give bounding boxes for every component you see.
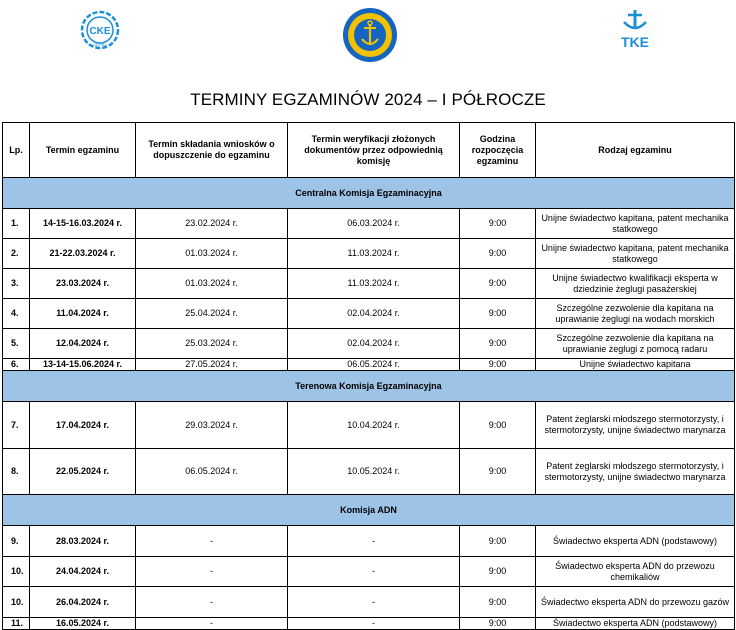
cell-application-deadline: 01.03.2024 r. bbox=[136, 239, 288, 269]
cell-exam-term: 13-14-15.06.2024 r. bbox=[30, 359, 136, 371]
cell-verification-deadline: - bbox=[288, 557, 460, 587]
cell-exam-term: 22.05.2024 r. bbox=[30, 449, 136, 495]
cell-application-deadline: 27.05.2024 r. bbox=[136, 359, 288, 371]
cell-application-deadline: 23.02.2024 r. bbox=[136, 209, 288, 239]
cell-exam-term: 26.04.2024 r. bbox=[30, 587, 136, 618]
cell-application-deadline: - bbox=[136, 526, 288, 557]
section-title: Centralna Komisja Egzaminacyjna bbox=[3, 178, 735, 209]
table-row bbox=[3, 402, 735, 449]
table-header-row bbox=[3, 123, 735, 178]
table-row bbox=[3, 526, 735, 557]
cell-verification-deadline: - bbox=[288, 587, 460, 618]
cell-application-deadline: - bbox=[136, 557, 288, 587]
cell-start-hour: 9:00 bbox=[460, 449, 536, 495]
cell-verification-deadline: 06.05.2024 r. bbox=[288, 359, 460, 371]
table-row bbox=[3, 449, 735, 495]
logo-bar bbox=[0, 0, 736, 70]
table-row bbox=[3, 618, 735, 630]
cell-lp: 10. bbox=[3, 587, 30, 618]
cell-application-deadline: 25.03.2024 r. bbox=[136, 329, 288, 359]
table-row bbox=[3, 269, 735, 299]
cell-exam-type: Unijne świadectwo kapitana, patent mechanika statkowego bbox=[536, 239, 735, 269]
header-exam-type: Rodzaj egzaminu bbox=[536, 123, 735, 178]
cell-lp: 5. bbox=[3, 329, 30, 359]
cell-exam-type: Szczególne zezwolenie dla kapitana na uprawianie żeglugi na wodach morskich bbox=[536, 299, 735, 329]
section-row bbox=[3, 371, 735, 402]
cell-exam-type: Patent żeglarski młodszego stermotorzysty, i stermotorzysty, unijne świadectwo marynarza bbox=[536, 402, 735, 449]
tke-logo bbox=[616, 8, 654, 50]
cell-start-hour: 9:00 bbox=[460, 299, 536, 329]
cell-verification-deadline: 02.04.2024 r. bbox=[288, 299, 460, 329]
cell-exam-type: Świadectwo eksperta ADN (podstawowy) bbox=[536, 618, 735, 630]
cell-lp: 3. bbox=[3, 269, 30, 299]
cell-exam-term: 24.04.2024 r. bbox=[30, 557, 136, 587]
cell-start-hour: 9:00 bbox=[460, 618, 536, 630]
cell-application-deadline: 06.05.2024 r. bbox=[136, 449, 288, 495]
cell-application-deadline: - bbox=[136, 618, 288, 630]
cell-start-hour: 9:00 bbox=[460, 587, 536, 618]
cell-start-hour: 9:00 bbox=[460, 359, 536, 371]
table-row bbox=[3, 359, 735, 371]
maritime-office-emblem bbox=[342, 7, 398, 63]
cell-exam-term: 16.05.2024 r. bbox=[30, 618, 136, 630]
cell-lp: 4. bbox=[3, 299, 30, 329]
header-verification-deadline: Termin weryfikacji złożonych dokumentów przez odpowiednią komisję bbox=[288, 123, 460, 178]
cke-logo bbox=[80, 10, 120, 50]
cell-verification-deadline: 11.03.2024 r. bbox=[288, 269, 460, 299]
cell-start-hour: 9:00 bbox=[460, 526, 536, 557]
cell-lp: 8. bbox=[3, 449, 30, 495]
cell-lp: 9. bbox=[3, 526, 30, 557]
cell-exam-term: 23.03.2024 r. bbox=[30, 269, 136, 299]
header-exam-term: Termin egzaminu bbox=[30, 123, 136, 178]
cell-exam-term: 21-22.03.2024 r. bbox=[30, 239, 136, 269]
cell-exam-type: Świadectwo eksperta ADN (podstawowy) bbox=[536, 526, 735, 557]
cell-lp: 10. bbox=[3, 557, 30, 587]
cell-exam-type: Patent żeglarski młodszego stermotorzysty, i stermotorzysty, unijne świadectwo marynarza bbox=[536, 449, 735, 495]
cell-exam-type: Unijne świadectwo kapitana, patent mechanika statkowego bbox=[536, 209, 735, 239]
cell-verification-deadline: 02.04.2024 r. bbox=[288, 329, 460, 359]
cell-verification-deadline: 06.03.2024 r. bbox=[288, 209, 460, 239]
cell-start-hour: 9:00 bbox=[460, 209, 536, 239]
header-application-deadline: Termin składania wniosków o dopuszczenie do egzaminu bbox=[136, 123, 288, 178]
cell-start-hour: 9:00 bbox=[460, 402, 536, 449]
cell-exam-term: 11.04.2024 r. bbox=[30, 299, 136, 329]
cell-application-deadline: 25.04.2024 r. bbox=[136, 299, 288, 329]
page-title: TERMINY EGZAMINÓW 2024 – I PÓŁROCZE bbox=[190, 90, 546, 109]
section-title: Terenowa Komisja Egzaminacyjna bbox=[3, 371, 735, 402]
exam-schedule-table bbox=[2, 122, 735, 630]
header-start-hour: Godzina rozpoczęcia egzaminu bbox=[460, 123, 536, 178]
cell-exam-type: Świadectwo eksperta ADN do przewozu gazów bbox=[536, 587, 735, 618]
table-row bbox=[3, 557, 735, 587]
cell-application-deadline: 01.03.2024 r. bbox=[136, 269, 288, 299]
table-row bbox=[3, 239, 735, 269]
cell-application-deadline: 29.03.2024 r. bbox=[136, 402, 288, 449]
cell-exam-term: 17.04.2024 r. bbox=[30, 402, 136, 449]
cell-verification-deadline: - bbox=[288, 618, 460, 630]
header-lp: Lp. bbox=[3, 123, 30, 178]
cke-logo-text: CKE bbox=[89, 26, 111, 37]
cell-verification-deadline: 10.05.2024 r. bbox=[288, 449, 460, 495]
cell-lp: 1. bbox=[3, 209, 30, 239]
cell-lp: 2. bbox=[3, 239, 30, 269]
table-row bbox=[3, 587, 735, 618]
table-row bbox=[3, 299, 735, 329]
cell-exam-term: 12.04.2024 r. bbox=[30, 329, 136, 359]
cell-verification-deadline: 10.04.2024 r. bbox=[288, 402, 460, 449]
cell-start-hour: 9:00 bbox=[460, 329, 536, 359]
cell-application-deadline: - bbox=[136, 587, 288, 618]
cell-exam-type: Szczególne zezwolenie dla kapitana na uprawianie żeglugi z pomocą radaru bbox=[536, 329, 735, 359]
cell-exam-term: 14-15-16.03.2024 r. bbox=[30, 209, 136, 239]
cell-verification-deadline: - bbox=[288, 526, 460, 557]
section-row bbox=[3, 495, 735, 526]
cell-exam-type: Unijne świadectwo kwalifikacji eksperta w dziedzinie żeglugi pasażerskiej bbox=[536, 269, 735, 299]
cell-lp: 6. bbox=[3, 359, 30, 371]
tke-logo-text: TKE bbox=[621, 34, 649, 50]
cell-start-hour: 9:00 bbox=[460, 239, 536, 269]
cell-exam-type: Unijne świadectwo kapitana bbox=[536, 359, 735, 371]
cell-exam-term: 28.03.2024 r. bbox=[30, 526, 136, 557]
cke-logo-ring-text: GDYNIA bbox=[93, 43, 107, 47]
cell-lp: 7. bbox=[3, 402, 30, 449]
section-title: Komisja ADN bbox=[3, 495, 735, 526]
section-row bbox=[3, 178, 735, 209]
cell-start-hour: 9:00 bbox=[460, 269, 536, 299]
table-row bbox=[3, 209, 735, 239]
cell-verification-deadline: 11.03.2024 r. bbox=[288, 239, 460, 269]
cell-start-hour: 9:00 bbox=[460, 557, 536, 587]
cell-exam-type: Świadectwo eksperta ADN do przewozu chemikaliów bbox=[536, 557, 735, 587]
cell-lp: 11. bbox=[3, 618, 30, 630]
table-row bbox=[3, 329, 735, 359]
